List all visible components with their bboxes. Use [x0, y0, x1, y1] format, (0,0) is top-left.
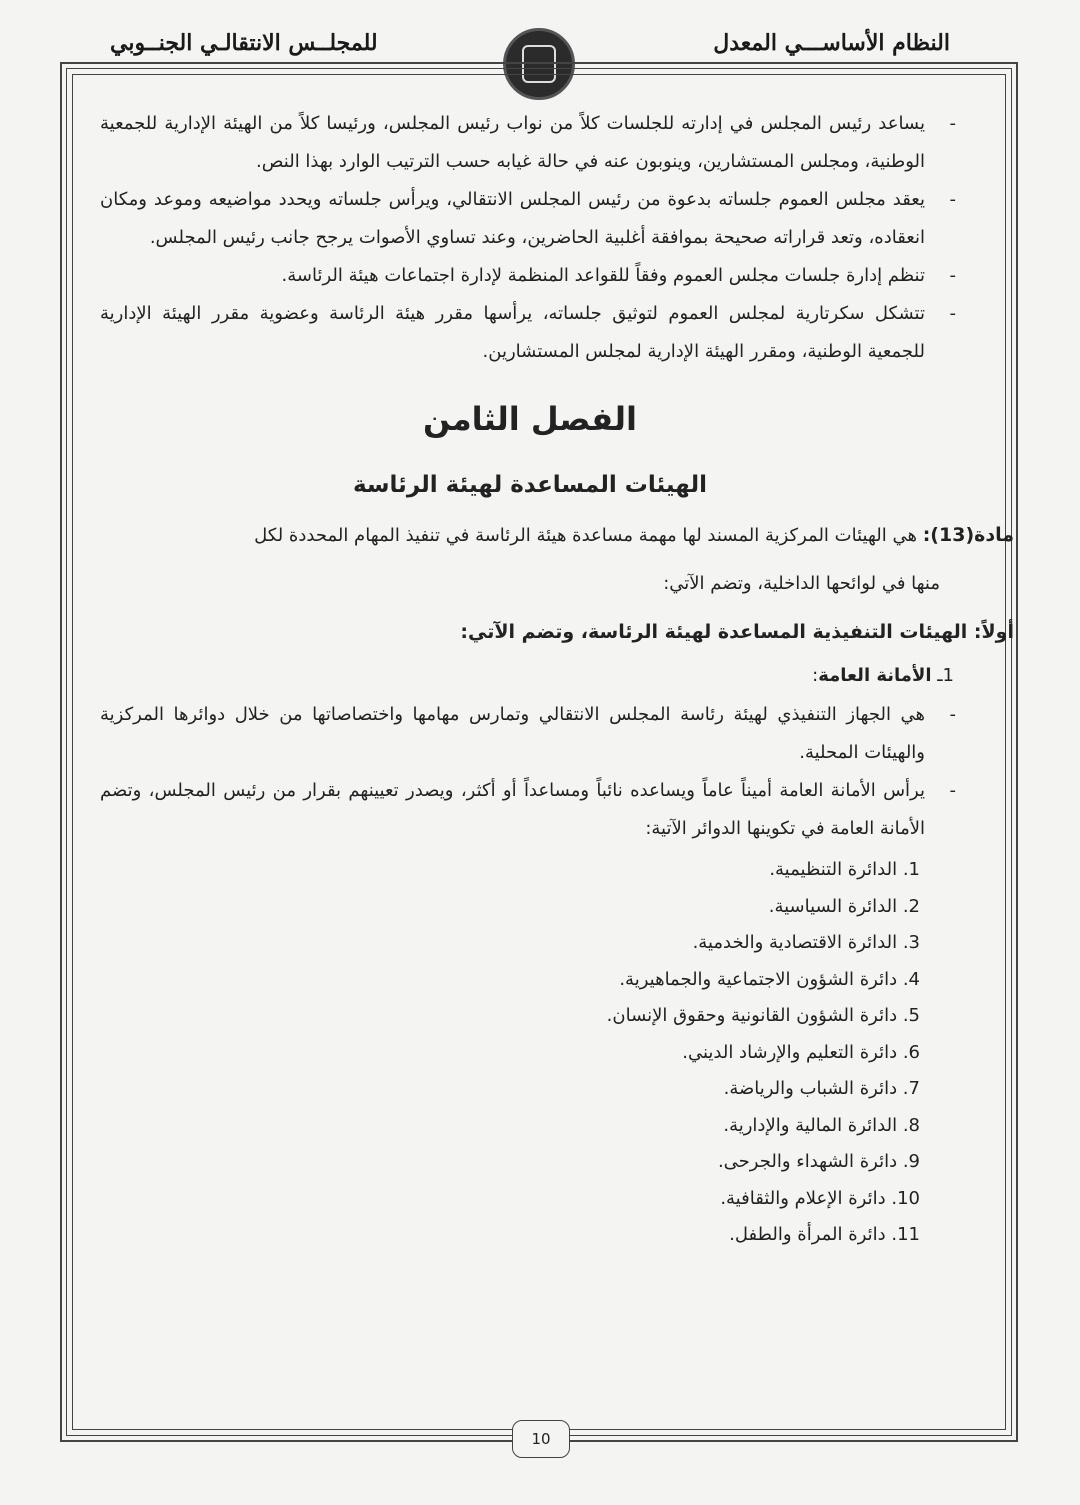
bullet-item: - يساعد رئيس المجلس في إدارته للجلسات كلاً من نواب رئيس المجلس، ورئيسا كلاً من الهيئة الإدارية للجمعية الوطنية، ومجلس المستشارين، وينوبون عنه في حالة غيابه حسب الترتيب الوارد بهذا النص.	[100, 113, 956, 172]
list-item: 3. الدائرة الاقتصادية والخدمية.	[692, 932, 920, 953]
list-item: 4. دائرة الشؤون الاجتماعية والجماهيرية.	[619, 968, 920, 990]
subsection-heading: 1ـ الأمانة العامة:	[812, 665, 954, 686]
bullet-text: يساعد رئيس المجلس في إدارته للجلسات كلاً من نواب رئيس المجلس، ورئيسا كلاً من الهيئة الإدارية للجمعية الوطنية، ومجلس المستشارين، وينوبون عنه في حالة غيابه حسب الترتيب الوارد بهذا النص.	[100, 113, 925, 172]
departments-list	[100, 852, 960, 1254]
bullet-text: هي الجهاز التنفيذي لهيئة رئاسة المجلس الانتقالي وتمارس مهامها واختصاصاتها من خلال دوائرها المركزية والهيئات المحلية.	[100, 704, 925, 763]
article-text: هي الهيئات المركزية المسند لها مهمة مساعدة هيئة الرئاسة في تنفيذ المهام المحددة لكل	[254, 525, 917, 546]
bullet-item: - تنظم إدارة جلسات مجلس العموم وفقاً للقواعد المنظمة لإدارة اجتماعات هيئة الرئاسة.	[281, 265, 956, 286]
article-13	[154, 515, 1014, 556]
list-item: 11. دائرة المرأة والطفل.	[729, 1224, 920, 1245]
page-content	[100, 105, 1014, 1254]
article-continuation: منها في لوائحها الداخلية، وتضم الآتي:	[663, 573, 940, 594]
bullet-text: تتشكل سكرتارية لمجلس العموم لتوثيق جلساته، يرأسها مقرر هيئة الرئاسة وعضوية مقرر الهيئة الإدارية للجمعية الوطنية، ومقرر الهيئة الإدارية لمجلس المستشارين.	[100, 303, 925, 362]
list-item: 7. دائرة الشباب والرياضة.	[723, 1078, 920, 1099]
bullet-text: تنظم إدارة جلسات مجلس العموم وفقاً للقواعد المنظمة لإدارة اجتماعات هيئة الرئاسة.	[281, 265, 925, 286]
article-label: مادة(13):	[922, 524, 1014, 546]
list-item: 8. الدائرة المالية والإدارية.	[723, 1114, 920, 1136]
list-item: 2. الدائرة السياسية.	[768, 895, 920, 917]
header-document-title: النظام الأساســـي المعدل	[713, 30, 950, 56]
subsection-title: الأمانة العامة	[818, 665, 932, 686]
bullet-item: - يعقد مجلس العموم جلساته بدعوة من رئيس المجلس الانتقالي، ويرأس جلساته ويحدد مواضيعه وموعد ومكان انعقاده، وتعد قراراته صحيحة بموافقة أغلبية الحاضرين، وعند تساوي الأصوات يرجح جانب رئيس المجلس.	[100, 189, 956, 248]
bullet-item: - هي الجهاز التنفيذي لهيئة رئاسة المجلس الانتقالي وتمارس مهامها واختصاصاتها من خلال دوائرها المركزية والهيئات المحلية.	[100, 704, 956, 763]
section-heading: أولاً: الهيئات التنفيذية المساعدة لهيئة الرئاسة، وتضم الآتي:	[460, 621, 1014, 643]
header-council-name: للمجلــس الانتقالـي الجنــوبي	[110, 30, 378, 56]
chapter-title: الفصل الثامن	[423, 400, 637, 438]
chapter-subtitle: الهيئات المساعدة لهيئة الرئاسة	[352, 472, 708, 498]
bullet-text: يرأس الأمانة العامة أميناً عاماً ويساعده نائباً ومساعداً أو أكثر، ويصدر تعيينهم بقرار من رئيس المجلس، وتضم الأمانة العامة في تكوينها الدوائر الآتية:	[100, 780, 925, 839]
list-item: 6. دائرة التعليم والإرشاد الديني.	[682, 1041, 920, 1063]
list-item: 10. دائرة الإعلام والثقافية.	[720, 1187, 920, 1209]
list-item: 5. دائرة الشؤون القانونية وحقوق الإنسان.	[606, 1005, 920, 1026]
bullet-item: - يرأس الأمانة العامة أميناً عاماً ويساعده نائباً ومساعداً أو أكثر، ويصدر تعيينهم بقرار من رئيس المجلس، وتضم الأمانة العامة في تكوينها الدوائر الآتية:	[100, 780, 956, 839]
bullet-text: يعقد مجلس العموم جلساته بدعوة من رئيس المجلس الانتقالي، ويرأس جلساته ويحدد مواضيعه وموعد ومكان انعقاده، وتعد قراراته صحيحة بموافقة أغلبية الحاضرين، وعند تساوي الأصوات يرجح جانب رئيس المجلس.	[100, 189, 925, 248]
list-item: 1. الدائرة التنظيمية.	[769, 859, 920, 880]
bullet-item: - تتشكل سكرتارية لمجلس العموم لتوثيق جلساته، يرأسها مقرر هيئة الرئاسة وعضوية مقرر الهيئة الإدارية للجمعية الوطنية، ومقرر الهيئة الإدارية لمجلس المستشارين.	[100, 303, 956, 362]
page-number: 10	[512, 1420, 570, 1458]
list-item: 9. دائرة الشهداء والجرحى.	[717, 1151, 920, 1172]
